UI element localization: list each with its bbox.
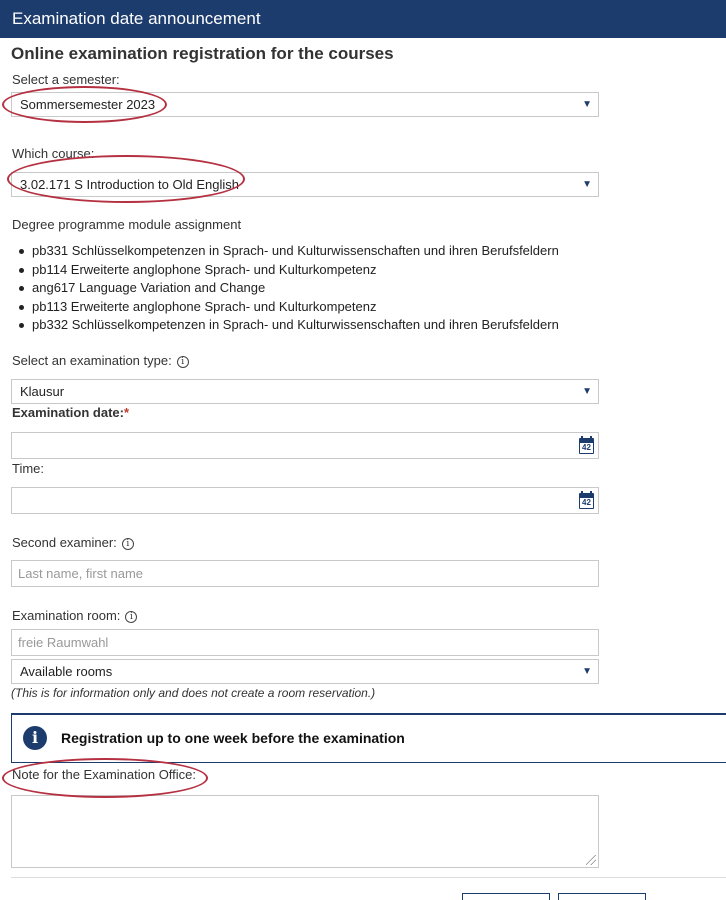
chevron-down-icon: ▼	[582, 179, 592, 190]
course-select[interactable]	[11, 172, 599, 197]
available-rooms-selected-value: Available rooms	[20, 664, 113, 679]
exam-date-label: Examination date:	[12, 405, 124, 420]
calendar-icon[interactable]	[579, 438, 594, 454]
required-mark: *	[123, 405, 130, 420]
list-item: ang617 Language Variation and Change	[32, 279, 559, 298]
resize-handle-icon[interactable]	[586, 855, 596, 865]
window-title-bar	[0, 0, 726, 38]
exam-date-input[interactable]	[11, 432, 599, 459]
registration-info-text: Registration up to one week before the examination	[61, 730, 405, 746]
office-note-label: Note for the Examination Office:	[12, 767, 197, 782]
list-item: pb332 Schlüsselkompetenzen in Sprach- und Kulturwissenschaften und ihren Berufsfeldern	[32, 316, 559, 335]
module-assignment-label: Degree programme module assignment	[12, 217, 242, 232]
calendar-icon-number: 42	[580, 498, 593, 508]
chevron-down-icon: ▼	[582, 666, 592, 677]
semester-selected-value: Sommersemester 2023	[20, 97, 156, 112]
course-label: Which course:	[12, 146, 95, 161]
footer-button[interactable]	[462, 893, 550, 900]
exam-room-label: Examination room:	[12, 608, 121, 623]
exam-type-selected-value: Klausur	[20, 384, 65, 399]
exam-type-label-row	[12, 353, 189, 368]
time-label: Time:	[12, 461, 45, 476]
exam-room-placeholder: freie Raumwahl	[18, 635, 109, 650]
second-examiner-label-row	[12, 535, 134, 550]
calendar-icon[interactable]	[579, 493, 594, 509]
list-item: pb331 Schlüsselkompetenzen in Sprach- und Kulturwissenschaften und ihren Berufsfeldern	[32, 242, 559, 261]
available-rooms-select[interactable]	[11, 659, 599, 684]
chevron-down-icon: ▼	[582, 99, 592, 110]
exam-type-select[interactable]	[11, 379, 599, 404]
footer-button[interactable]	[558, 893, 646, 900]
exam-room-input[interactable]	[11, 629, 599, 656]
list-item: pb114 Erweiterte anglophone Sprach- und Kulturkompetenz	[32, 261, 559, 280]
info-icon[interactable]: i	[125, 611, 137, 623]
page-title: Online examination registration for the courses	[11, 44, 394, 63]
module-list	[32, 242, 559, 335]
list-item: pb113 Erweiterte anglophone Sprach- und Kulturkompetenz	[32, 298, 559, 317]
chevron-down-icon: ▼	[582, 386, 592, 397]
info-icon: i	[23, 726, 47, 750]
exam-room-label-row	[12, 608, 137, 623]
exam-date-label-row	[12, 405, 129, 420]
calendar-icon-number: 42	[580, 443, 593, 453]
room-reservation-note: (This is for information only and does not create a room reservation.)	[11, 686, 376, 700]
course-selected-value: 3.02.171 S Introduction to Old English	[20, 177, 239, 192]
exam-type-label: Select an examination type:	[12, 353, 172, 368]
info-icon[interactable]: i	[177, 356, 189, 368]
second-examiner-input[interactable]	[11, 560, 599, 587]
info-icon[interactable]: i	[122, 538, 134, 550]
office-note-textarea[interactable]	[11, 795, 599, 868]
semester-select[interactable]	[11, 92, 599, 117]
second-examiner-label: Second examiner:	[12, 535, 117, 550]
divider	[11, 877, 726, 878]
registration-info-box	[11, 713, 726, 763]
window-title: Examination date announcement	[12, 9, 261, 28]
semester-label: Select a semester:	[12, 72, 120, 87]
second-examiner-placeholder: Last name, first name	[18, 566, 143, 581]
time-input[interactable]	[11, 487, 599, 514]
